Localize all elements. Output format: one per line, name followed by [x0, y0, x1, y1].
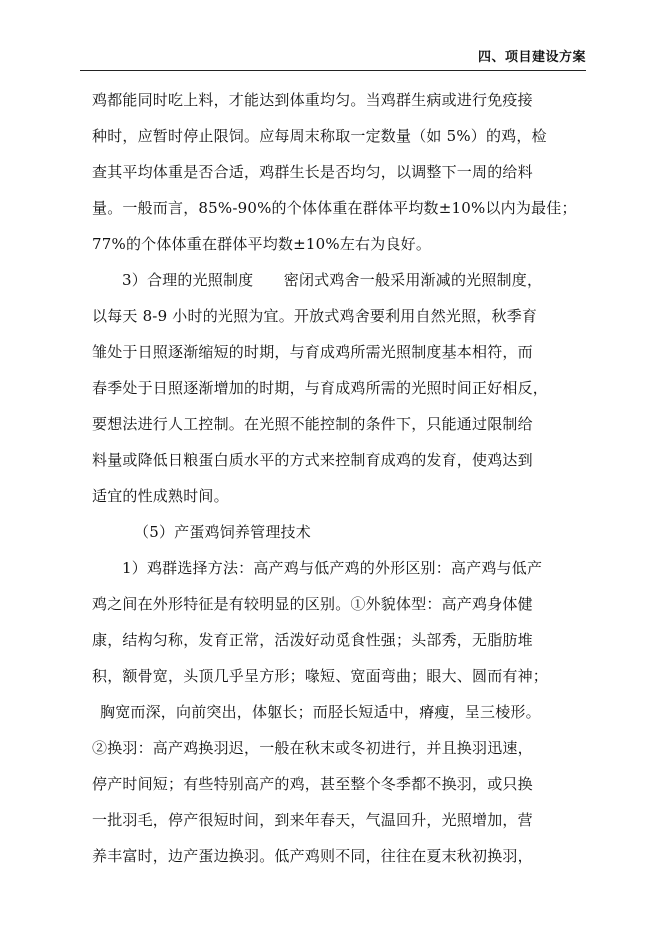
- text-line: 适宜的性成熟时间。: [92, 487, 229, 505]
- text-line: ②换羽：高产鸡换羽迟，一般在秋末或冬初进行，并且换羽迅速，: [92, 739, 533, 757]
- text-line: 料量或降低日粮蛋白质水平的方式来控制育成鸡的发育，使鸡达到: [92, 451, 533, 469]
- text-line: 以每天 8-9 小时的光照为宜。开放式鸡舍要利用自然光照，秋季育: [92, 307, 538, 325]
- section-heading: （5）产蛋鸡饲养管理技术: [134, 523, 311, 541]
- text-line: 康，结构匀称，发育正常，活泼好动觅食性强；头部秀，无脂肪堆: [92, 631, 533, 649]
- text-line: 一批羽毛，停产很短时间，到来年春天，气温回升，光照增加，营: [92, 811, 533, 829]
- text-line: 胸宽而深，向前突出，体躯长；而胫长短适中，瘠瘦，呈三棱形。: [100, 703, 541, 721]
- text-line: 要想法进行人工控制。在光照不能控制的条件下，只能通过限制给: [92, 415, 533, 433]
- text-line: 雏处于日照逐渐缩短的时期，与育成鸡所需光照制度基本相符，而: [92, 343, 533, 361]
- text-line: 积，额骨宽，头顶几乎呈方形；喙短、宽面弯曲；眼大、圆而有神；: [92, 667, 549, 685]
- text-line: 鸡之间在外形特征是有较明显的区别。①外貌体型：高产鸡身体健: [92, 595, 533, 613]
- text-line: 查其平均体重是否合适，鸡群生长是否均匀，以调整下一周的给料: [92, 163, 533, 181]
- text-line: 鸡都能同时吃上料，才能达到体重均匀。当鸡群生病或进行免疫接: [92, 91, 533, 109]
- text-line: 77%的个体体重在群体平均数±10%左右为良好。: [92, 235, 432, 253]
- text-line: 春季处于日照逐渐增加的时期，与育成鸡所需的光照时间正好相反，: [92, 379, 549, 397]
- text-line: 停产时间短；有些特别高产的鸡，甚至整个冬季都不换羽，或只换: [92, 775, 533, 793]
- page-header: [80, 40, 586, 71]
- header-title: 四、项目建设方案: [477, 50, 586, 65]
- text-line: 种时，应暂时停止限饲。应每周末称取一定数量（如 5%）的鸡，检: [92, 127, 547, 145]
- text-line: 养丰富时，边产蛋边换羽。低产鸡则不同，往往在夏末秋初换羽，: [92, 847, 533, 865]
- text-line: 量。一般而言，85%-90%的个体体重在群体平均数±10%以内为最佳；: [92, 199, 577, 217]
- text-line: 1）鸡群选择方法：高产鸡与低产鸡的外形区别：高产鸡与低产: [122, 559, 543, 577]
- section-light-heading-line: 3）合理的光照制度 密闭式鸡舍一般采用渐减的光照制度，: [122, 271, 543, 289]
- document-body: [92, 82, 586, 874]
